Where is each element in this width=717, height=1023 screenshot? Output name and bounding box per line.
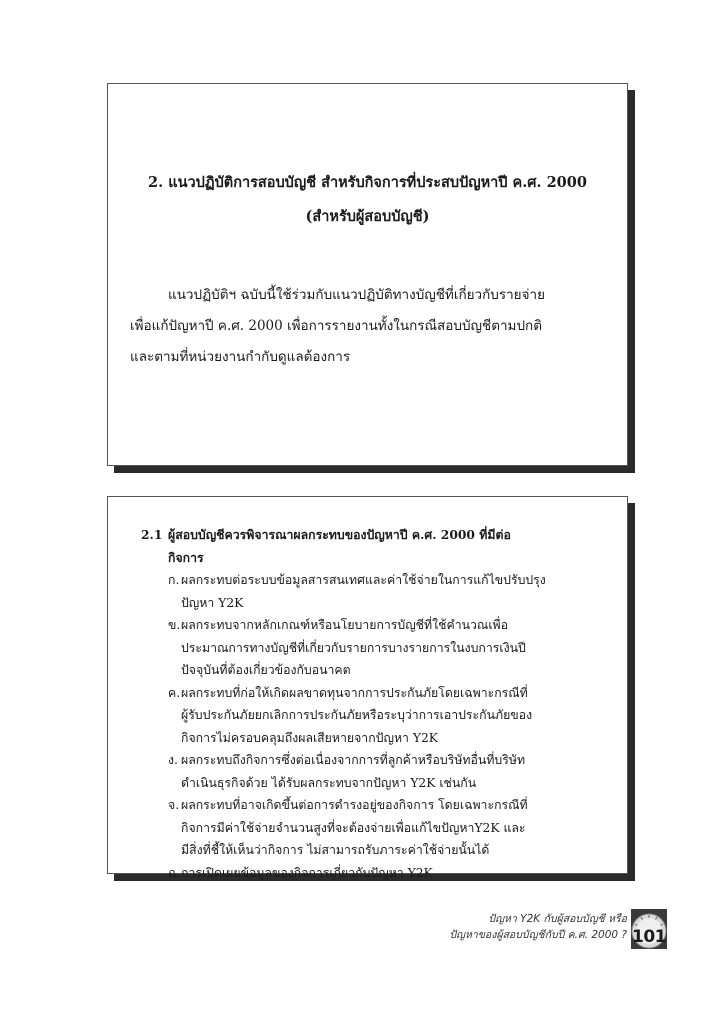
slide-box-guideline-intro [107, 83, 628, 466]
list-item-line: ประมาณการทางบัญชีที่เกี่ยวกับรายการบางรายการในงบการเงินปี [181, 640, 526, 655]
impact-list [168, 569, 609, 884]
list-item-text [181, 614, 526, 682]
list-item-text [181, 862, 433, 885]
slide-body-paragraph [130, 280, 605, 373]
paragraph-line: แนวปฏิบัติฯ ฉบับนี้ใช้ร่วมกับแนวปฏิบัติทางบัญชีที่เกี่ยวกับรายจ่าย [168, 287, 545, 303]
slide-box-impact-considerations [107, 496, 628, 880]
heading-line: ผู้สอบบัญชีควรพิจารณาผลกระทบของปัญหาปี ค.ศ. 2000 ที่มีต่อ [168, 527, 511, 542]
list-item-marker: ค. [168, 685, 181, 700]
list-item-marker: ง. [168, 753, 178, 767]
page-number-badge [631, 909, 667, 949]
list-item-marker: จ. [168, 798, 180, 812]
list-item [168, 862, 609, 885]
list-item-line: ปัญหา Y2K [181, 595, 244, 610]
list-item-marker: ข. [168, 618, 181, 632]
slide-title [108, 166, 627, 234]
paragraph-line: เพื่อแก้ปัญหาปี ค.ศ. 2000 เพื่อการรายงานทั้งในกรณีสอบบัญชีตามปกติ [130, 318, 542, 334]
list-item-line: ผลกระทบถึงกิจการซึ่งต่อเนื่องจากการที่ลูกค้าหรือบริษัทอื่นที่บริษัท [181, 753, 526, 767]
paragraph-line: และตามที่หน่วยงานกำกับดูแลต้องการ [130, 349, 351, 365]
list-item [168, 614, 609, 682]
list-item-line: ผลกระทบต่อระบบข้อมูลสารสนเทศและค่าใช้จ่ายในการแก้ไขปรับปรุง [181, 573, 546, 587]
list-item-line: กิจการมีค่าใช้จ่ายจำนวนสูงที่จะต้องจ่ายเพื่อแก้ไขปัญหาY2K และ [181, 820, 526, 835]
list-item-text [181, 569, 546, 614]
list-item-line: ดำเนินธุรกิจด้วย ได้รับผลกระทบจากปัญหา Y2K เช่นกัน [181, 775, 477, 790]
page-number: 101 [632, 927, 666, 947]
list-item-line: ปัจจุบันที่ต้องเกี่ยวข้องกับอนาคต [181, 663, 351, 677]
slide-title-line: 2. แนวปฏิบัติการสอบบัญชี สำหรับกิจการที่ประสบปัญหาปี ค.ศ. 2000 [148, 174, 587, 191]
heading-line: กิจการ [168, 549, 204, 565]
list-item-line: การเปิดเผยข้อมูลของกิจการเกี่ยวกับปัญหา Y2K [181, 865, 433, 880]
list-item-line: ผลกระทบที่อาจเกิดขึ้นต่อการดำรงอยู่ของกิจการ โดยเฉพาะกรณีที่ [181, 798, 528, 812]
slide-content [141, 524, 609, 884]
list-item-text [181, 794, 528, 862]
list-item [168, 682, 609, 750]
footer-line: ปัญหา Y2K กับผู้สอบบัญชี หรือ [488, 913, 627, 925]
list-item-line: ผู้รับประกันภัยยกเลิกการประกันภัยหรือระบุว่าการเอาประกันภัยของ [181, 708, 533, 722]
list-item-line: ผลกระทบที่ก่อให้เกิดผลขาดทุนจากการประกันภัยโดยเฉพาะกรณีที่ [181, 685, 528, 700]
list-item [168, 569, 609, 614]
section-heading [141, 524, 609, 569]
list-item [168, 749, 609, 794]
list-item-line: กิจการไม่ครอบคลุมถึงผลเสียหายจากปัญหา Y2K [181, 730, 438, 745]
list-item [168, 794, 609, 862]
footer-line: ปัญหาของผู้สอบบัญชีกับปี ค.ศ. 2000 ? [449, 928, 627, 941]
list-item-line: มีสิ่งที่ชี้ให้เห็นว่ากิจการ ไม่สามารถรับภาระค่าใช้จ่ายนั้นได้ [181, 843, 490, 857]
section-heading-text [168, 524, 511, 569]
list-item-marker: ก. [168, 573, 180, 587]
running-footer [449, 912, 627, 943]
list-item-marker: ฉ. [168, 865, 181, 880]
slide-subtitle: (สำหรับผู้สอบบัญชี) [305, 208, 430, 225]
list-item-line: ผลกระทบจากหลักเกณฑ์หรือนโยบายการบัญชีที่ใช้คำนวณเพื่อ [181, 618, 509, 632]
list-item-text [181, 682, 532, 750]
list-item-text [181, 749, 525, 794]
section-number: 2.1 [141, 527, 163, 542]
